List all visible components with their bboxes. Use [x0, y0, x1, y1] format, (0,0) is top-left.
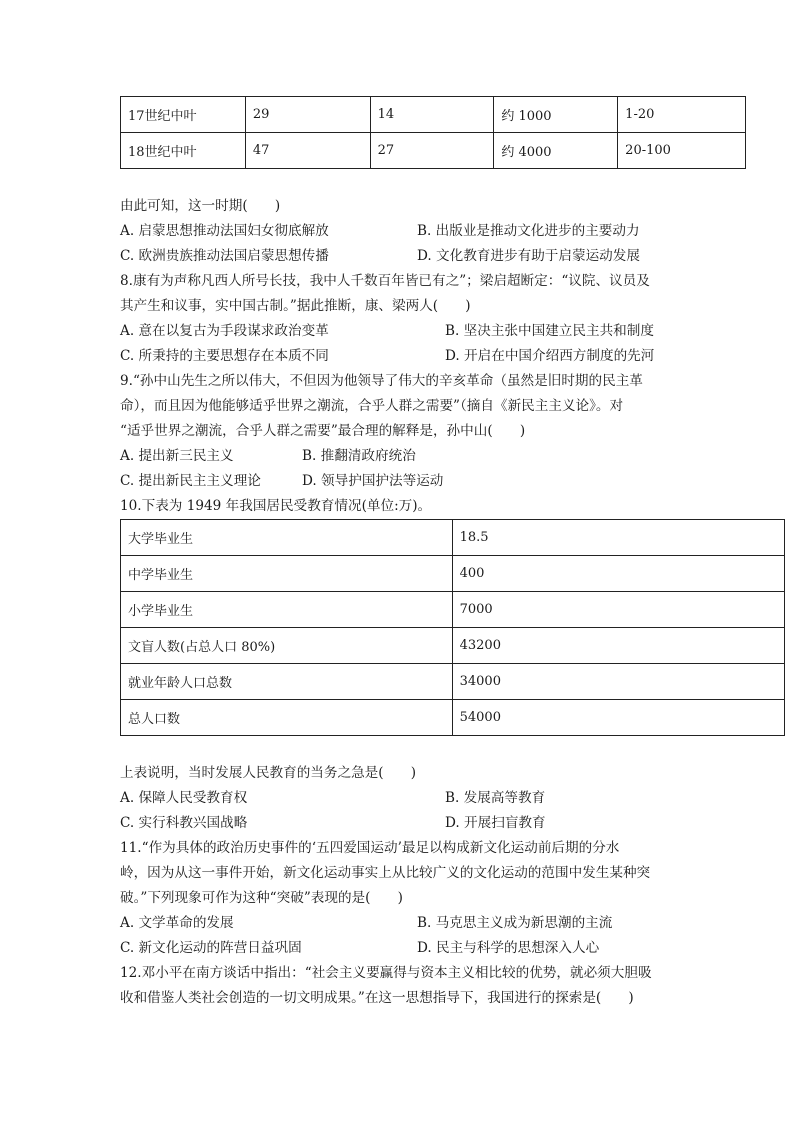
question-9-line-3: “适乎世界之潮流，合乎人群之需要”最合理的解释是，孙中山( )	[120, 423, 526, 439]
q10-option-a[interactable]: A. 保障人民受教育权	[120, 790, 248, 806]
question-8-line-1: 8.康有为声称凡西人所号长技，我中人千数百年皆已有之”；梁启超断定：“议院、议员及	[120, 273, 650, 289]
table-row	[121, 556, 785, 592]
table-cell: 1-20	[618, 97, 746, 133]
q11-option-b[interactable]: B. 马克思主义成为新思潮的主流	[417, 915, 613, 931]
table-cell: 18.5	[452, 520, 784, 556]
question-12-line-2: 收和借鉴人类社会创造的一切文明成果。”在这一思想指导下，我国进行的探索是( )	[120, 990, 634, 1006]
table-row	[121, 97, 746, 133]
q10-option-c[interactable]: C. 实行科教兴国战略	[120, 815, 248, 831]
table-row	[121, 700, 785, 736]
table-cell: 14	[370, 97, 494, 133]
table-cell: 小学毕业生	[121, 592, 453, 628]
table-cell: 文盲人数(占总人口 80%)	[121, 628, 453, 664]
question-11-line-3: 破。”下列现象可作为这种“突破”表现的是( )	[120, 890, 403, 906]
q8-option-d[interactable]: D. 开启在中国介绍西方制度的先河	[445, 348, 655, 364]
q8-option-a[interactable]: A. 意在以复古为手段谋求政治变革	[120, 323, 329, 339]
table-row	[121, 592, 785, 628]
education-table	[120, 519, 785, 736]
q9-option-c[interactable]: C. 提出新民主主义理论	[120, 473, 261, 489]
table-cell: 47	[245, 133, 370, 169]
question-8-line-2: 其产生和议事，实中国古制。”据此推断，康、梁两人( )	[120, 298, 471, 314]
table-cell: 7000	[452, 592, 784, 628]
publication-table	[120, 96, 746, 169]
question-12-line-1: 12.邓小平在南方谈话中指出：“社会主义要赢得与资本主义相比较的优势，就必须大胆吸	[120, 965, 652, 981]
table-cell: 29	[245, 97, 370, 133]
table-cell: 400	[452, 556, 784, 592]
question-7-stem: 由此可知，这一时期( )	[120, 198, 281, 214]
table-row	[121, 664, 785, 700]
table-cell: 27	[370, 133, 494, 169]
q9-option-d[interactable]: D. 领导护国护法等运动	[302, 473, 444, 489]
table-cell: 17世纪中叶	[121, 97, 246, 133]
table-cell: 43200	[452, 628, 784, 664]
table-cell: 约 1000	[494, 97, 618, 133]
q11-option-a[interactable]: A. 文学革命的发展	[120, 915, 234, 931]
question-11-line-1: 11.“作为具体的政治历史事件的‘五四爱国运动’最足以构成新文化运动前后期的分水	[120, 840, 620, 856]
table-cell: 大学毕业生	[121, 520, 453, 556]
question-10-stem: 10.下表为 1949 年我国居民受教育情况(单位:万)。	[120, 498, 432, 514]
q9-option-a[interactable]: A. 提出新三民主义	[120, 448, 234, 464]
table-cell: 54000	[452, 700, 784, 736]
table-row	[121, 628, 785, 664]
q10-option-b[interactable]: B. 发展高等教育	[445, 790, 546, 806]
question-11-line-2: 岭，因为从这一事件开始，新文化运动事实上从比较广义的文化运动的范围中发生某种突	[120, 865, 651, 881]
q7-option-c[interactable]: C. 欧洲贵族推动法国启蒙思想传播	[120, 248, 329, 264]
q10-option-d[interactable]: D. 开展扫盲教育	[445, 815, 546, 831]
question-9-line-1: 9.“孙中山先生之所以伟大，不但因为他领导了伟大的辛亥革命（虽然是旧时期的民主革	[120, 373, 643, 389]
q11-option-c[interactable]: C. 新文化运动的阵营日益巩固	[120, 940, 302, 956]
q8-option-b[interactable]: B. 坚决主张中国建立民主共和制度	[445, 323, 654, 339]
table-cell: 总人口数	[121, 700, 453, 736]
table-cell: 34000	[452, 664, 784, 700]
table-cell: 20-100	[618, 133, 746, 169]
table-cell: 中学毕业生	[121, 556, 453, 592]
q7-option-b[interactable]: B. 出版业是推动文化进步的主要动力	[417, 223, 640, 239]
table-cell: 就业年龄人口总数	[121, 664, 453, 700]
table-row	[121, 133, 746, 169]
q9-option-b[interactable]: B. 推翻清政府统治	[302, 448, 416, 464]
table-cell: 18世纪中叶	[121, 133, 246, 169]
table-cell: 约 4000	[494, 133, 618, 169]
table-row	[121, 520, 785, 556]
question-9-line-2: 命），而且因为他能够适乎世界之潮流，合乎人群之需要”（摘自《新民主主义论》。对	[120, 398, 624, 414]
q7-option-a[interactable]: A. 启蒙思想推动法国妇女彻底解放	[120, 223, 329, 239]
q8-option-c[interactable]: C. 所秉持的主要思想存在本质不同	[120, 348, 329, 364]
q11-option-d[interactable]: D. 民主与科学的思想深入人心	[417, 940, 600, 956]
q7-option-d[interactable]: D. 文化教育进步有助于启蒙运动发展	[417, 248, 640, 264]
question-10-after: 上表说明，当时发展人民教育的当务之急是( )	[120, 765, 417, 781]
